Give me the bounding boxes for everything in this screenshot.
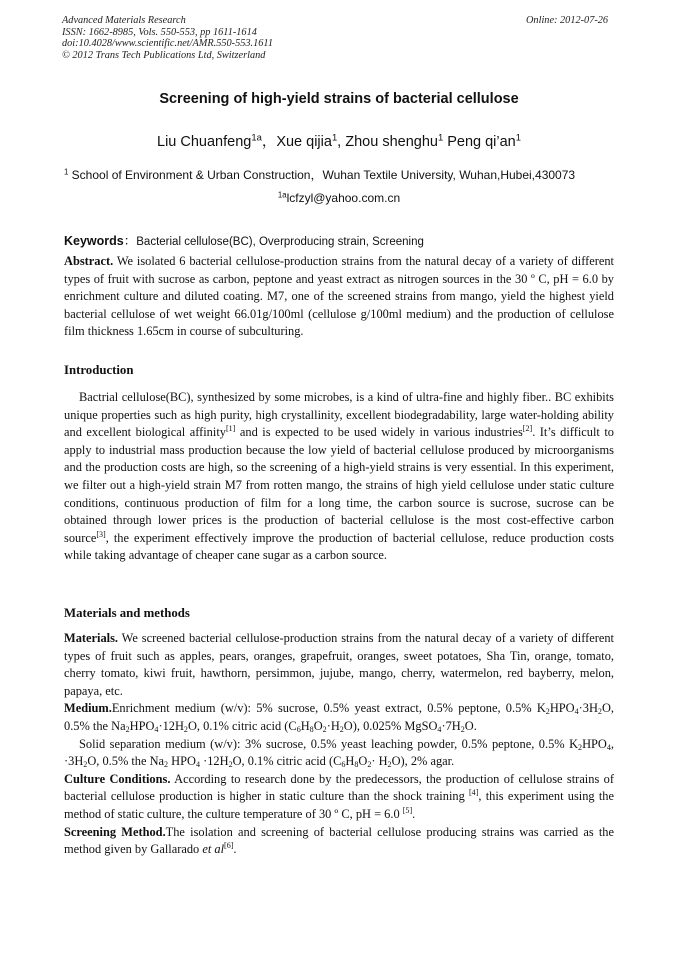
paper-title: Screening of high-yield strains of bacterial cellulose (159, 91, 519, 107)
medium-text: O, 0.5% the Na (64, 701, 614, 733)
subscript: 8 (309, 724, 314, 734)
copyright-line: © 2012 Trans Tech Publications Ltd, Switzerland (62, 49, 266, 61)
subscript: 6 (341, 760, 346, 770)
email-line (0, 191, 678, 205)
subscript: 2 (339, 724, 344, 734)
solid-text: · H (371, 754, 388, 769)
culture-text: . (412, 806, 416, 821)
intro-text: , the experiment effectively improve the production of bacterial cellulose, reduce production costs while taking advantage of cheaper cane sugar as a carbon source. (64, 530, 614, 563)
citation-ref[interactable]: [5] (402, 806, 413, 816)
solid-text: HPO (168, 754, 196, 769)
medium-text: ·7H (441, 718, 461, 733)
journal-header (62, 15, 273, 61)
keywords-label: Keywords (64, 234, 124, 248)
solid-medium-paragraph (64, 736, 614, 771)
solid-text: , ·3H (64, 736, 614, 769)
solid-text: H (345, 754, 355, 769)
medium-text: O), 0.025% MgSO (343, 718, 438, 733)
culture-label: Culture Conditions. (64, 771, 171, 786)
subscript: 4 (195, 760, 200, 770)
affiliation-text: School of Environment & Urban Construction，Wuhan Textile University, Wuhan,Hubei,430073 (68, 168, 576, 182)
intro-text: and is expected to be used widely in various industries (235, 425, 523, 440)
medium-text: O (313, 718, 323, 733)
abstract-label: Abstract. (64, 254, 114, 268)
medium-text: ·H (326, 718, 340, 733)
culture-paragraph (64, 771, 614, 824)
culture-text: , this experiment using the method of static culture, the culture temperature of 30 º C, pH = 6.0 (64, 789, 614, 821)
author-superscript: 1 (437, 131, 444, 143)
subscript: 2 (83, 760, 88, 770)
medium-text: O, 0.1% citric acid (C (187, 718, 297, 733)
citation-ref[interactable]: [4] (469, 788, 479, 798)
author-name: Peng qi’an (447, 134, 516, 150)
author-separator: , (337, 134, 346, 150)
keywords-separator: ： (123, 234, 137, 248)
medium-text: HPO (129, 718, 155, 733)
subscript: 6 (296, 724, 301, 734)
abstract-text: We isolated 6 bacterial cellulose-production strains from the natural decay of a variety of different types of fruit with sucrose as carbon, peptone and yeast extract as nitrogen sources in the 30 º C, pH = 6.0 by enrichment culture and diluted coating. M7, one of the screened strains from mango, yield the highest yield bacterial cellulose of wet weight 66.01g/100ml (cellulose g/100ml medium) and the production of cellulose film thickness 1.65cm in course of subculturing. (64, 254, 614, 339)
author-superscript: 1a (251, 131, 262, 143)
screening-label: Screening Method. (64, 824, 166, 839)
affiliation (64, 166, 575, 183)
author-name: Xue qijia (276, 134, 332, 150)
intro-text: Bactrial cellulose(BC), synthesized by some microbes, is a kind of ultra-fine and highly fiber.. BC exhibits unique properties such as high purity, high crystallinity, excellent biodegradability, large water-holding ability and excellent biological affinity (64, 390, 614, 440)
subscript: 4 (154, 724, 159, 734)
introduction-body (64, 389, 614, 565)
medium-text: Enrichment medium (w/v): 5% sucrose, 0.5% yeast extract, 0.5% peptone, 0.5% K (111, 701, 546, 716)
solid-text: O, 0.1% citric acid (C (232, 754, 342, 769)
citation-ref[interactable]: [1] (225, 424, 236, 434)
screening-text: The isolation and screening of bacterial cellulose producing strains was carried as the method given by Gallarado (64, 824, 614, 857)
solid-text: O, 0.5% the Na (87, 754, 165, 769)
subscript: 2 (460, 724, 465, 734)
screening-paragraph (64, 824, 614, 859)
subscript: 2 (125, 724, 130, 734)
subscript: 2 (164, 760, 169, 770)
citation-ref[interactable]: [6] (224, 841, 234, 851)
et-al: et al (202, 842, 225, 857)
citation-ref[interactable]: [2] (522, 424, 533, 434)
solid-text: ·12H (200, 754, 229, 769)
online-date: Online: 2012-07-26 (526, 15, 609, 26)
subscript: 2 (597, 707, 602, 717)
doi-line: doi:10.4028/www.scientific.net/AMR.550-553.1611 (62, 38, 273, 50)
keywords-value: Bacterial cellulose(BC), Overproducing strain, Screening (136, 236, 424, 248)
issn-line: ISSN: 1662-8985, Vols. 550-553, pp 1611-1614 (62, 26, 257, 38)
abstract (64, 253, 614, 341)
medium-text: ·3H (578, 701, 598, 716)
subscript: 4 (574, 707, 579, 717)
solid-text: O (358, 754, 368, 769)
medium-text: H (300, 718, 310, 733)
materials-paragraph (64, 630, 614, 700)
subscript: 2 (578, 742, 583, 752)
medium-label: Medium. (64, 701, 112, 716)
materials-label: Materials. (64, 631, 119, 645)
journal-name: Advanced Materials Research (62, 15, 186, 26)
citation-ref[interactable]: [3] (96, 529, 106, 539)
medium-paragraph (64, 700, 614, 735)
author-superscript: 1 (331, 131, 338, 143)
methods-body (64, 630, 614, 859)
subscript: 2 (322, 724, 327, 734)
subscript: 2 (367, 760, 372, 770)
email-address[interactable]: lcfzyl@yahoo.com.cn (286, 191, 401, 205)
subscript: 2 (387, 760, 392, 770)
subscript: 2 (228, 760, 233, 770)
subscript: 4 (606, 742, 611, 752)
subscript: 8 (354, 760, 359, 770)
introduction-heading: Introduction (64, 363, 134, 377)
screening-text: . (233, 842, 237, 857)
medium-text: HPO (549, 701, 575, 716)
solid-text: O), 2% agar. (391, 754, 455, 769)
author-name: Liu Chuanfeng (157, 134, 252, 150)
subscript: 2 (183, 724, 188, 734)
email-superscript: 1a (277, 190, 287, 200)
materials-text: We screened bacterial cellulose-production strains from the natural decay of a variety of different types of fruit such as apples, pears, oranges, grapefruit, oranges, sweet potatoes, Sha Tin, orange, tomato, cherry tomato, kiwi fruit, hawthorn, persimmon, jujube, mango, cherry, watermelon, red bayberry, melon, papaya, etc. (64, 631, 614, 698)
affiliation-superscript: 1 (64, 167, 69, 177)
author-list (0, 130, 678, 151)
solid-text: Solid separation medium (w/v): 3% sucrose, 0.5% yeast leaching powder, 0.5% peptone, 0.5% K (79, 736, 579, 751)
keywords-line (64, 231, 424, 249)
author-separator: ， (261, 134, 277, 150)
subscript: 4 (437, 724, 442, 734)
medium-text: ·12H (158, 718, 184, 733)
subscript: 2 (545, 707, 550, 717)
methods-heading: Materials and methods (64, 606, 190, 620)
author-superscript: 1 (515, 131, 521, 143)
intro-text: . It’s difficult to apply to industrial mass production because the low yield of bacterial cellulose produced by microorganisms and the production costs are high, so the screening of a high-yield strains is very essential. In this experiment, we filter out a high-yield strain M7 from rotten mango, the strains of high yield cellulose under static culture conditions, continuous production of film for a long time, the carbon source is sucrose, sucrose can be obtained through lower prices is the production of bacterial cellulose is the most cost-effective carbon source (64, 425, 614, 545)
medium-text: O. (464, 718, 477, 733)
solid-text: HPO (582, 736, 607, 751)
author-name: Zhou shenghu (345, 134, 438, 150)
culture-text: According to research done by the predecessors, the production of cellulose strains of bacterial cellulose production is higher in static culture than the shock training (64, 771, 614, 804)
